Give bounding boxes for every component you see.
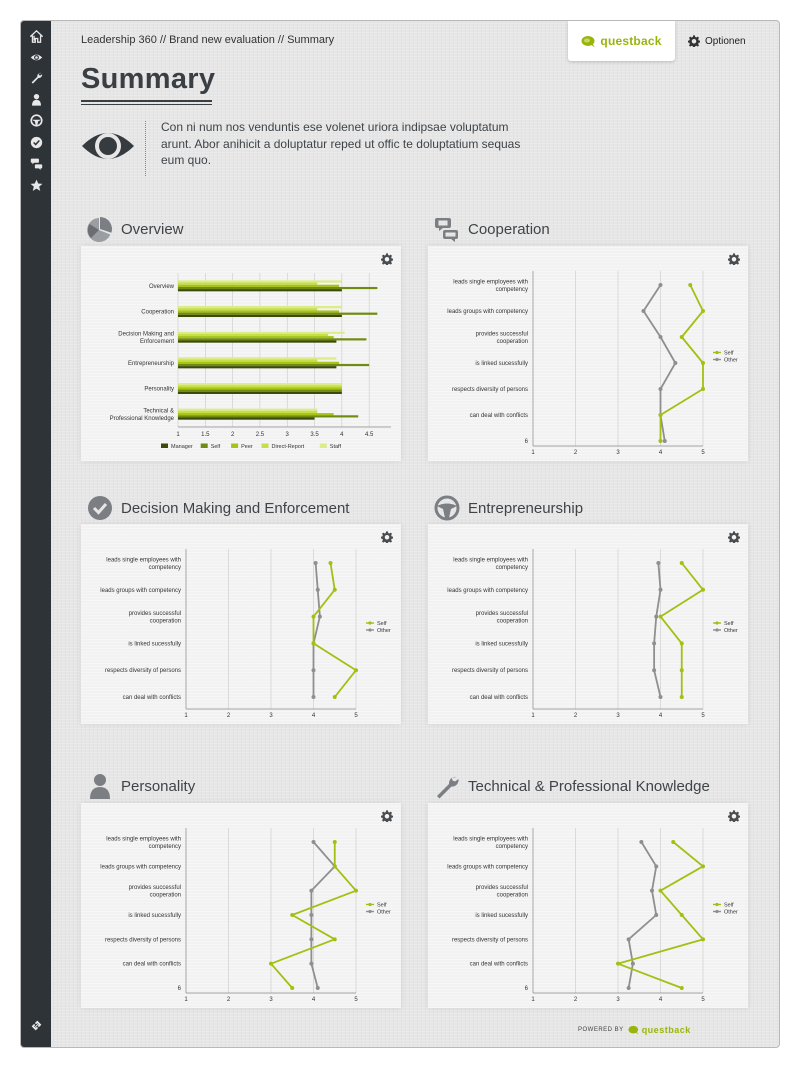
data-point	[312, 668, 316, 672]
x-tick-label: 4	[658, 713, 663, 719]
personality-chart-card	[81, 803, 401, 1008]
bar	[178, 289, 342, 291]
bar	[178, 306, 342, 308]
legend-label: Peer	[241, 444, 253, 450]
data-point	[290, 986, 294, 990]
y-tick-label: Cooperation	[141, 309, 174, 316]
y-tick-label: respects diversity of persons	[104, 668, 181, 675]
y-tick-label: provides successful cooperation	[475, 884, 528, 899]
chat-bubbles-icon[interactable]	[27, 155, 45, 171]
series-line-other	[654, 563, 660, 697]
data-point	[309, 937, 313, 941]
technical-line-chart	[428, 803, 748, 1008]
y-tick-label: leads single employees with competency	[106, 557, 181, 571]
bar	[178, 390, 342, 392]
data-point	[659, 387, 663, 391]
legend-marker	[368, 628, 371, 631]
legend-marker	[368, 621, 371, 624]
chart-settings-gear-icon[interactable]	[381, 530, 393, 542]
entrepreneurship-line-chart	[428, 524, 748, 724]
data-point	[659, 695, 663, 699]
y-tick-label: is linked sucessfully	[475, 913, 528, 919]
y-tick-label: provides successful cooperation	[475, 331, 528, 345]
y-tick-label: respects diversity of persons	[104, 937, 181, 944]
legend-label: Self	[377, 902, 387, 909]
x-tick-label: 1	[531, 997, 535, 1003]
data-point	[627, 937, 631, 941]
y-tick-label: 6	[524, 439, 528, 445]
breadcrumb[interactable]: Leadership 360 // Brand new evaluation // Summary	[81, 34, 335, 46]
x-tick-label: 2	[226, 713, 231, 719]
x-tick-label: 4	[311, 997, 316, 1003]
legend-label: Other	[377, 628, 391, 634]
y-tick-label: leads single employees with competency	[453, 557, 528, 571]
legend-label: Self	[724, 902, 734, 909]
personality-line-chart	[81, 803, 401, 1008]
x-tick-label: 1	[184, 713, 188, 719]
series-line-self	[314, 563, 357, 697]
data-point	[333, 588, 337, 592]
data-point	[659, 439, 663, 443]
data-point	[680, 695, 684, 699]
section-head-technical	[434, 773, 710, 799]
y-tick-label: is linked sucessfully	[475, 641, 528, 648]
data-point	[688, 283, 692, 287]
data-point	[312, 840, 316, 844]
series-line-other	[311, 842, 334, 988]
y-tick-label: provides successful cooperation	[128, 610, 181, 625]
data-point	[309, 913, 313, 917]
data-point	[333, 840, 337, 844]
options-button[interactable]	[688, 35, 746, 47]
x-tick-label: 3	[269, 997, 273, 1003]
bar	[178, 415, 358, 417]
y-tick-label: Entrepreneurship	[127, 360, 174, 367]
x-tick-label: 1	[531, 450, 535, 456]
y-tick-label: is linked sucessfully	[128, 641, 181, 648]
gear-icon	[688, 35, 700, 47]
title-underline	[81, 100, 212, 105]
series-line-other	[629, 842, 657, 988]
y-tick-label: provides successful cooperation	[475, 610, 528, 625]
x-tick-label: 1	[531, 713, 535, 719]
x-tick-label: 3	[616, 997, 620, 1003]
y-tick-label: leads single employees with competency	[453, 279, 528, 293]
x-tick-label: 1.5	[201, 432, 210, 438]
data-point	[659, 413, 663, 417]
decision-chart-card	[81, 524, 401, 724]
y-tick-label: can deal with conflicts	[122, 695, 181, 701]
section-head-personality	[87, 773, 195, 799]
x-tick-label: 5	[701, 997, 705, 1003]
data-point	[680, 986, 684, 990]
y-tick-label: Decision Making and Enforcement	[118, 331, 174, 345]
data-point	[309, 889, 313, 893]
x-tick-label: 2	[226, 997, 231, 1003]
chart-settings-gear-icon[interactable]	[728, 809, 740, 821]
data-point	[701, 309, 705, 313]
legend-label: Staff	[329, 444, 342, 450]
brand-logo-text: questback	[600, 34, 662, 48]
x-tick-label: 4	[658, 450, 663, 456]
legend-marker	[715, 621, 718, 624]
series-line-self	[661, 285, 704, 441]
data-point	[701, 361, 705, 365]
y-tick-label: leads groups with competency	[447, 587, 528, 594]
data-point	[701, 864, 705, 868]
x-tick-label: 5	[701, 450, 705, 456]
legend-marker	[715, 628, 718, 631]
x-tick-label: 2	[230, 432, 235, 438]
data-point	[312, 695, 316, 699]
chart-settings-gear-icon[interactable]	[381, 809, 393, 821]
y-tick-label: leads groups with competency	[100, 864, 181, 871]
data-point	[659, 283, 663, 287]
y-tick-label: can deal with conflicts	[122, 961, 181, 968]
y-tick-label: leads groups with competency	[447, 864, 528, 871]
steering-wheel-icon[interactable]	[27, 112, 45, 128]
data-point	[329, 561, 333, 565]
section-head-overview	[87, 216, 184, 242]
data-point	[659, 588, 663, 592]
data-point	[680, 641, 684, 645]
home-icon[interactable]	[27, 28, 45, 44]
technical-chart-card	[428, 803, 748, 1008]
legend-label: Other	[377, 909, 391, 916]
data-point	[701, 387, 705, 391]
bar	[178, 364, 369, 366]
chart-settings-gear-icon[interactable]	[728, 252, 740, 264]
data-point	[333, 937, 337, 941]
data-point	[673, 361, 677, 365]
y-tick-label: leads single employees with competency	[453, 836, 528, 850]
data-point	[656, 561, 660, 565]
data-point	[671, 840, 675, 844]
data-point	[701, 937, 705, 941]
bar	[178, 357, 336, 359]
legend-marker	[368, 903, 371, 906]
data-point	[316, 986, 320, 990]
eye-icon	[81, 124, 135, 168]
section-head-entrepreneurship	[434, 495, 583, 521]
legend-marker	[715, 910, 718, 913]
data-point	[316, 588, 320, 592]
questback-logo-icon	[581, 35, 597, 48]
legend-label: Self	[724, 621, 734, 627]
data-point	[680, 913, 684, 917]
section-title: Overview	[121, 220, 184, 238]
x-tick-label: 2	[573, 997, 578, 1003]
x-tick-label: 5	[354, 997, 358, 1003]
bar	[178, 387, 342, 389]
bar	[178, 392, 342, 394]
x-tick-label: 3	[616, 713, 620, 719]
legend-swatch	[231, 444, 238, 449]
x-tick-label: 3	[285, 432, 289, 438]
questback-logo-icon	[628, 1025, 640, 1035]
x-tick-label: 1	[184, 997, 188, 1003]
legend-label: Self	[210, 444, 221, 450]
legend-swatch	[161, 444, 168, 449]
link-icon[interactable]	[27, 1017, 45, 1033]
data-point	[354, 668, 358, 672]
bar	[178, 413, 334, 415]
legend-label: Other	[724, 909, 738, 916]
data-point	[654, 864, 658, 868]
cooperation-line-chart	[428, 246, 748, 461]
bar	[178, 417, 315, 419]
pie-chart-icon	[87, 216, 113, 242]
y-tick-label: can deal with conflicts	[469, 413, 528, 419]
y-tick-label: Personality	[144, 386, 174, 393]
page-title: Summary	[81, 63, 216, 95]
x-tick-label: 4	[658, 997, 663, 1003]
data-point	[627, 986, 631, 990]
legend-marker	[715, 903, 718, 906]
chart-settings-gear-icon[interactable]	[381, 252, 393, 264]
y-tick-label: Technical & Professional Knowledge	[109, 408, 174, 422]
y-tick-label: respects diversity of persons	[451, 387, 528, 393]
powered-by-logo: questback	[641, 1025, 691, 1035]
x-tick-label: 4.5	[364, 432, 374, 438]
y-tick-label: Overview	[148, 283, 174, 290]
bar	[178, 385, 342, 387]
data-point	[701, 588, 705, 592]
data-point	[312, 641, 316, 645]
data-point	[663, 439, 667, 443]
wrench-icon[interactable]	[27, 69, 45, 85]
data-point	[652, 641, 656, 645]
section-head-decision	[87, 495, 349, 521]
wrench-icon	[434, 773, 460, 799]
data-point	[639, 840, 643, 844]
bar	[178, 332, 345, 334]
y-tick-label: respects diversity of persons	[451, 937, 528, 944]
data-point	[269, 962, 273, 966]
entrepreneurship-chart-card	[428, 524, 748, 724]
data-point	[309, 962, 313, 966]
data-point	[650, 889, 654, 893]
y-tick-label: leads groups with competency	[447, 309, 528, 315]
section-title: Decision Making and Enforcement	[121, 499, 350, 517]
bar	[178, 340, 336, 342]
data-point	[354, 889, 358, 893]
y-tick-label: is linked sucessfully	[475, 361, 528, 367]
bar	[178, 280, 342, 282]
bar	[178, 338, 366, 340]
y-tick-label: provides successful cooperation	[128, 884, 181, 899]
x-tick-label: 2	[573, 450, 578, 456]
bar	[178, 313, 377, 315]
legend-label: Direct-Report	[271, 444, 305, 450]
x-tick-label: 3	[616, 450, 620, 456]
brand-logo[interactable]	[568, 21, 675, 61]
chart-settings-gear-icon[interactable]	[728, 530, 740, 542]
x-tick-label: 5	[701, 713, 705, 719]
y-tick-label: respects diversity of persons	[451, 668, 528, 675]
series-line-self	[661, 563, 704, 697]
x-tick-label: 2	[573, 713, 578, 719]
bar	[178, 285, 339, 287]
intro-text: Con ni num nos venduntis ese volenet uriora indipsae voluptatum arunt. Abor anihicit a doluptatur reped ut offic te doluptatium sequas eum quo.	[161, 120, 521, 167]
y-tick-label: 6	[524, 986, 528, 992]
data-point	[654, 913, 658, 917]
legend-swatch	[201, 444, 208, 449]
legend-label: Other	[724, 357, 738, 364]
bar	[178, 409, 317, 411]
data-point	[659, 889, 663, 893]
section-head-cooperation	[434, 216, 550, 242]
data-point	[318, 615, 322, 619]
star-icon[interactable]	[27, 177, 45, 193]
bar	[178, 360, 317, 362]
data-point	[654, 615, 658, 619]
bar	[178, 308, 317, 310]
legend-swatch	[262, 444, 269, 449]
sidebar	[21, 21, 51, 1047]
overview-chart-card	[81, 246, 401, 461]
y-tick-label: can deal with conflicts	[469, 695, 528, 701]
data-point	[314, 561, 318, 565]
cooperation-chart-card	[428, 246, 748, 461]
data-point	[680, 668, 684, 672]
legend-label: Self	[377, 621, 387, 627]
data-point	[680, 335, 684, 339]
section-title: Entrepreneurship	[468, 499, 584, 517]
y-tick-label: is linked sucessfully	[128, 913, 181, 919]
legend-label: Other	[724, 628, 738, 634]
x-tick-label: 1	[176, 432, 180, 438]
bar	[178, 383, 342, 385]
check-circle-icon[interactable]	[27, 134, 45, 150]
legend-marker	[715, 351, 718, 354]
y-tick-label: leads groups with competency	[100, 587, 181, 594]
person-icon[interactable]	[27, 91, 45, 107]
check-circle-icon	[87, 495, 113, 521]
options-label: Optionen	[705, 35, 746, 47]
data-point	[333, 695, 337, 699]
section-title: Cooperation	[468, 220, 550, 238]
bar	[178, 362, 339, 364]
data-point	[616, 962, 620, 966]
data-point	[659, 335, 663, 339]
overview-bar-chart	[81, 246, 401, 461]
x-tick-label: 3	[269, 713, 273, 719]
data-point	[642, 309, 646, 313]
legend-label: Self	[724, 350, 734, 357]
x-tick-label: 4	[340, 432, 344, 438]
data-point	[333, 864, 337, 868]
eye-icon[interactable]	[27, 49, 45, 65]
person-icon	[87, 773, 113, 799]
x-tick-label: 5	[354, 713, 358, 719]
data-point	[290, 913, 294, 917]
x-tick-label: 3.5	[310, 432, 319, 438]
y-tick-label: can deal with conflicts	[469, 961, 528, 968]
bar	[178, 334, 328, 336]
legend-marker	[715, 358, 718, 361]
bar	[178, 315, 342, 317]
legend-label: Manager	[171, 444, 193, 450]
intro-divider	[145, 121, 146, 176]
series-line-other	[314, 563, 320, 697]
x-tick-label: 4	[311, 713, 316, 719]
data-point	[680, 561, 684, 565]
decision-line-chart	[81, 524, 401, 724]
bar	[178, 310, 339, 312]
chat-bubbles-icon	[434, 216, 460, 242]
section-title: Technical & Professional Knowledge	[468, 777, 710, 795]
powered-by[interactable]	[578, 1025, 691, 1035]
data-point	[631, 962, 635, 966]
y-tick-label: leads single employees with competency	[106, 836, 181, 850]
data-point	[659, 615, 663, 619]
data-point	[652, 668, 656, 672]
bar	[178, 283, 317, 285]
bar	[178, 366, 336, 368]
bar	[178, 287, 377, 289]
section-title: Personality	[121, 777, 196, 795]
x-tick-label: 2.5	[255, 432, 265, 438]
y-tick-label: 6	[177, 986, 181, 992]
series-line-other	[644, 285, 676, 441]
powered-by-label: POWERED BY	[578, 1027, 624, 1033]
legend-marker	[368, 910, 371, 913]
bar	[178, 411, 317, 413]
bar	[178, 336, 334, 338]
app-frame	[20, 20, 780, 1048]
steering-wheel-icon	[434, 495, 460, 521]
data-point	[312, 615, 316, 619]
legend-swatch	[320, 444, 327, 449]
